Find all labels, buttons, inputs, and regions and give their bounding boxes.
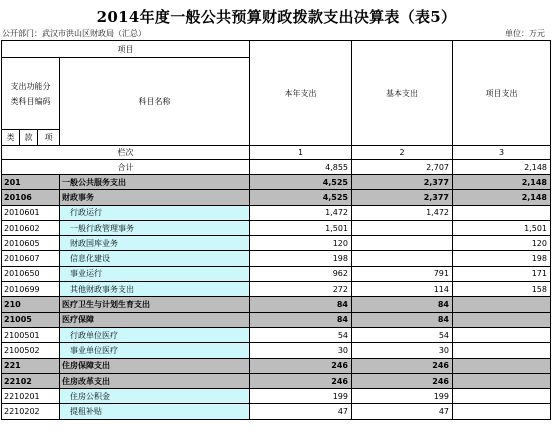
row-subject-name: 医疗保障 <box>60 312 250 327</box>
total-project: 2,148 <box>453 160 551 175</box>
row-basic-expenditure: 84 <box>352 297 453 312</box>
row-project-expenditure <box>453 404 551 419</box>
row-basic-expenditure: 199 <box>352 389 453 404</box>
header-subject-name: 科目名称 <box>60 58 250 146</box>
row-current-expenditure: 4,525 <box>250 190 352 205</box>
table-row <box>2 282 551 297</box>
column-number-label: 栏次 <box>2 146 250 160</box>
row-basic-expenditure: 791 <box>352 266 453 281</box>
reporting-department: 公开部门：武汉市洪山区财政局（汇总） <box>2 29 146 38</box>
row-subject-name: 一般公共服务支出 <box>60 175 250 190</box>
row-subject-name: 提租补贴 <box>60 404 250 419</box>
row-current-expenditure: 198 <box>250 251 352 266</box>
header-row-item <box>2 41 551 58</box>
table-row <box>2 358 551 373</box>
header-class-code-line2: 类科目编码 <box>10 96 51 106</box>
row-project-expenditure <box>453 343 551 358</box>
row-code: 2010607 <box>2 251 60 266</box>
table-row <box>2 266 551 281</box>
report-title: 2014年度一般公共预算财政拨款支出决算表（表5） <box>96 8 457 26</box>
row-basic-expenditure: 2,377 <box>352 190 453 205</box>
row-code: 2100501 <box>2 327 60 342</box>
row-code: 2010602 <box>2 220 60 235</box>
row-basic-expenditure <box>352 236 453 251</box>
column-number-2: 2 <box>352 146 453 160</box>
row-basic-expenditure: 30 <box>352 343 453 358</box>
row-basic-expenditure: 114 <box>352 282 453 297</box>
table-row <box>2 236 551 251</box>
header-xiang: 项 <box>38 130 60 146</box>
column-number-row <box>2 146 551 160</box>
row-current-expenditure: 4,525 <box>250 175 352 190</box>
unit-label: 单位：万元 <box>505 29 545 38</box>
row-subject-name: 事业运行 <box>60 266 250 281</box>
row-basic-expenditure: 246 <box>352 358 453 373</box>
table-row <box>2 297 551 312</box>
header-kuan: 款 <box>20 130 38 146</box>
total-current: 4,855 <box>250 160 352 175</box>
row-project-expenditure: 2,148 <box>453 190 551 205</box>
row-current-expenditure: 54 <box>250 327 352 342</box>
total-label: 合计 <box>2 160 250 175</box>
row-current-expenditure: 246 <box>250 373 352 388</box>
table-row <box>2 373 551 388</box>
row-basic-expenditure: 54 <box>352 327 453 342</box>
table-row <box>2 205 551 220</box>
table-row <box>2 389 551 404</box>
row-subject-name: 财政事务 <box>60 190 250 205</box>
row-project-expenditure <box>453 389 551 404</box>
row-basic-expenditure: 2,377 <box>352 175 453 190</box>
row-subject-name: 财政国库业务 <box>60 236 250 251</box>
row-basic-expenditure: 1,472 <box>352 205 453 220</box>
row-code: 2010650 <box>2 266 60 281</box>
row-project-expenditure: 158 <box>453 282 551 297</box>
header-class-code-line1: 支出功能分 <box>10 81 51 91</box>
expenditure-table <box>1 40 551 420</box>
row-current-expenditure: 84 <box>250 312 352 327</box>
row-current-expenditure: 30 <box>250 343 352 358</box>
table-row <box>2 312 551 327</box>
row-current-expenditure: 84 <box>250 297 352 312</box>
row-code: 2010601 <box>2 205 60 220</box>
row-current-expenditure: 1,501 <box>250 220 352 235</box>
row-code: 201 <box>2 175 60 190</box>
header-project-expenditure: 项目支出 <box>453 41 551 146</box>
row-basic-expenditure <box>352 251 453 266</box>
row-current-expenditure: 272 <box>250 282 352 297</box>
row-subject-name: 住房改革支出 <box>60 373 250 388</box>
row-subject-name: 行政单位医疗 <box>60 327 250 342</box>
column-number-3: 3 <box>453 146 551 160</box>
header-item: 项目 <box>2 41 250 58</box>
header-class-code <box>2 58 60 130</box>
row-project-expenditure <box>453 312 551 327</box>
row-basic-expenditure <box>352 220 453 235</box>
row-current-expenditure: 199 <box>250 389 352 404</box>
row-code: 22102 <box>2 373 60 388</box>
column-number-1: 1 <box>250 146 352 160</box>
row-project-expenditure: 1,501 <box>453 220 551 235</box>
row-basic-expenditure: 47 <box>352 404 453 419</box>
row-basic-expenditure: 246 <box>352 373 453 388</box>
row-project-expenditure: 120 <box>453 236 551 251</box>
table-row <box>2 251 551 266</box>
table-row <box>2 220 551 235</box>
row-subject-name: 住房公积金 <box>60 389 250 404</box>
row-project-expenditure: 198 <box>453 251 551 266</box>
row-code: 2100502 <box>2 343 60 358</box>
table-row <box>2 327 551 342</box>
row-code: 2010605 <box>2 236 60 251</box>
row-code: 21005 <box>2 312 60 327</box>
table-row <box>2 404 551 419</box>
row-code: 210 <box>2 297 60 312</box>
row-project-expenditure <box>453 373 551 388</box>
row-subject-name: 行政运行 <box>60 205 250 220</box>
row-basic-expenditure: 84 <box>352 312 453 327</box>
row-code: 2210201 <box>2 389 60 404</box>
row-current-expenditure: 120 <box>250 236 352 251</box>
row-subject-name: 信息化建设 <box>60 251 250 266</box>
table-row <box>2 343 551 358</box>
row-subject-name: 住房保障支出 <box>60 358 250 373</box>
total-basic: 2,707 <box>352 160 453 175</box>
row-project-expenditure <box>453 297 551 312</box>
row-code: 2010699 <box>2 282 60 297</box>
row-subject-name: 一般行政管理事务 <box>60 220 250 235</box>
row-project-expenditure <box>453 205 551 220</box>
row-code: 2210202 <box>2 404 60 419</box>
row-subject-name: 医疗卫生与计划生育支出 <box>60 297 250 312</box>
row-code: 20106 <box>2 190 60 205</box>
row-project-expenditure: 2,148 <box>453 175 551 190</box>
row-project-expenditure <box>453 327 551 342</box>
row-subject-name: 其他财政事务支出 <box>60 282 250 297</box>
table-row <box>2 175 551 190</box>
row-current-expenditure: 47 <box>250 404 352 419</box>
row-project-expenditure <box>453 358 551 373</box>
header-basic-expenditure: 基本支出 <box>352 41 453 146</box>
row-current-expenditure: 246 <box>250 358 352 373</box>
table-row <box>2 190 551 205</box>
header-current-expenditure: 本年支出 <box>250 41 352 146</box>
total-row <box>2 160 551 175</box>
row-code: 221 <box>2 358 60 373</box>
row-project-expenditure: 171 <box>453 266 551 281</box>
header-lei: 类 <box>2 130 20 146</box>
row-current-expenditure: 1,472 <box>250 205 352 220</box>
row-current-expenditure: 962 <box>250 266 352 281</box>
row-subject-name: 事业单位医疗 <box>60 343 250 358</box>
